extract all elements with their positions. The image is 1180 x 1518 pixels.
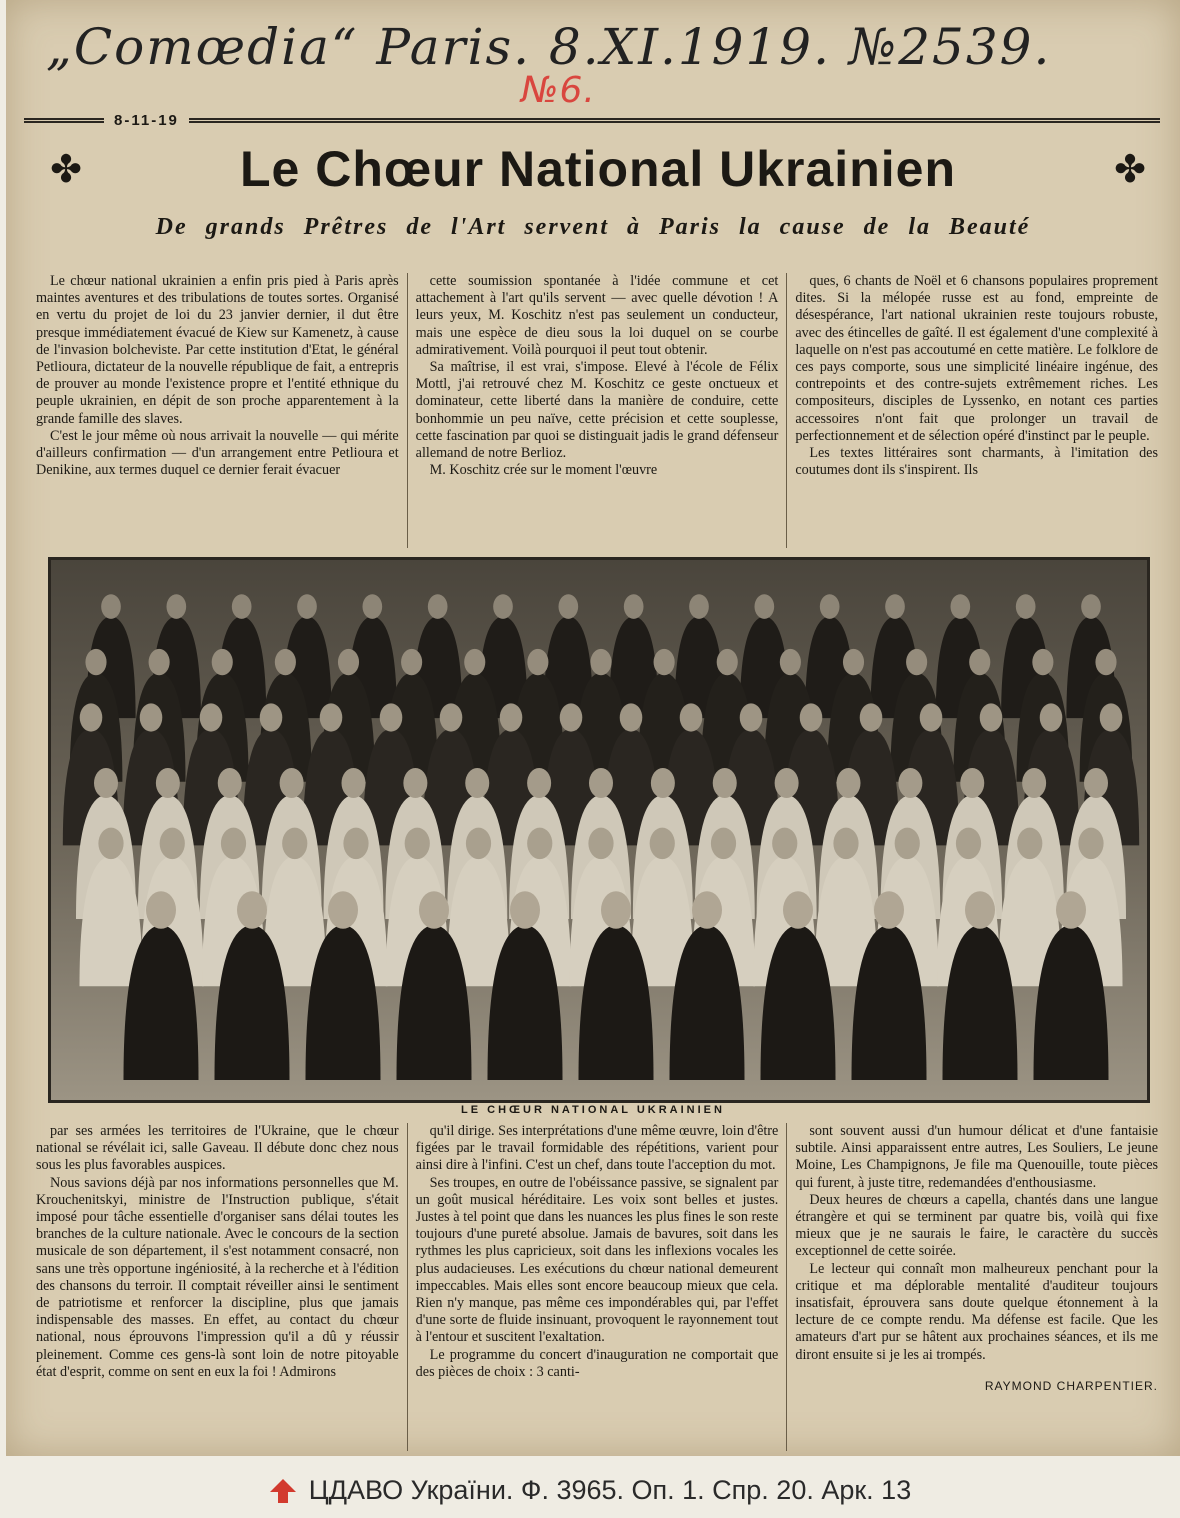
headline-title: Le Chœur National Ukrainien <box>240 141 956 197</box>
choir-member-head <box>800 703 823 731</box>
paragraph: Les textes littéraires sont charmants, à l'imitation des coutumes dont ils s'inspirent. Ils <box>795 445 1159 479</box>
choir-group-photo <box>48 557 1150 1103</box>
choir-member-head <box>85 649 106 675</box>
choir-member-head <box>218 768 242 798</box>
headline <box>36 138 1160 200</box>
archive-reference <box>0 1463 1180 1518</box>
choir-member-head <box>338 649 359 675</box>
choir-member-head <box>160 828 185 860</box>
choir-member-head <box>401 649 422 675</box>
choir-member-head <box>588 828 613 860</box>
headline-subtitle: De grands Prêtres de l'Art servent à Paris la cause de la Beauté <box>155 214 1031 240</box>
handwritten-number: №6. <box>521 70 596 111</box>
photo-image <box>51 560 1147 1100</box>
choir-member-head <box>527 649 548 675</box>
choir-member-head <box>711 828 736 860</box>
choir-member-head <box>843 649 864 675</box>
choir-member-head <box>895 828 920 860</box>
choir-member-head <box>589 768 613 798</box>
choir-member-head <box>950 594 970 619</box>
ornament-icon: ✤ <box>50 147 82 191</box>
choir-member-head <box>140 703 163 731</box>
article-column-3 <box>787 273 1166 548</box>
choir-member-head <box>380 703 403 731</box>
paragraph: ques, 6 chants de Noël et 6 chansons populaires proprement dites. Si la mélopée russe est au fond, empreinte de désespérance, l'art national ukrainien reste toujours robuste, avec des étincelles de gaîté. Il est également d'une complexité à laquelle on n'est pas accoutumé en cette matière. Le folklore de ces pays comporte, sous une simplicité linéaire ingénue, des contrepoints et des contre-sujets extrêmement riches. Les compositeurs, disciples de Lyssenko, en notant ces parties accessoires n'ont fait que prolonger un travail de perfectionnement et de sélection opéré d'instinct par le peuple. <box>795 273 1159 444</box>
choir-member-head <box>440 703 463 731</box>
choir-member-head <box>362 594 382 619</box>
photo-caption: LE CHŒUR NATIONAL UKRAINIEN <box>461 1104 725 1116</box>
choir-member-head <box>465 768 489 798</box>
choir-member-head <box>527 768 551 798</box>
choir-member-head <box>510 891 540 929</box>
choir-member-head <box>624 594 644 619</box>
choir-member-head <box>920 703 943 731</box>
choir-member-head <box>772 828 797 860</box>
paragraph: Le lecteur qui connaît mon malheureux penchant pour la critique et ma déplorable mentalité d'auditeur toujours insatisfait, éprouvera sans doute quelque étonnement à la lecture de ce compte rendu. Ma défense est facile. Que les amateurs d'art pur se hâtent aux prochaines séances, et ils me diront ensuite si je les ai trompés. <box>795 1260 1159 1363</box>
choir-member-head <box>146 891 176 929</box>
paragraph: C'est le jour même où nous arrivait la nouvelle — qui mérite d'ailleurs confirmation — d'un arrangement entre Petlioura et Denikine, aux termes duquel ce dernier ferait évacuer <box>36 427 399 479</box>
choir-member-head <box>343 828 368 860</box>
choir-member-head <box>1017 828 1042 860</box>
choir-member-head <box>713 768 737 798</box>
choir-member-head <box>94 768 118 798</box>
choir-member-head <box>775 768 799 798</box>
choir-member-head <box>212 649 233 675</box>
choir-member-head <box>860 703 883 731</box>
choir-member-head <box>833 828 858 860</box>
choir-member-head <box>980 703 1003 731</box>
choir-member-head <box>156 768 180 798</box>
archive-reference-text: ЦДАВО України. Ф. 3965. Оп. 1. Спр. 20. Арк. 13 <box>308 1475 912 1505</box>
choir-member-head <box>620 703 643 731</box>
choir-member-head <box>1022 768 1046 798</box>
paragraph: par ses armées les territoires de l'Ukraine, que le chœur national se révélait ici, salle Gaveau. Il débute donc chez nous sous les plus favorables auspices. <box>36 1123 399 1174</box>
choir-member-head <box>1100 703 1123 731</box>
choir-member-head <box>275 649 296 675</box>
dateline-rule-right <box>189 118 1160 123</box>
up-arrow-icon <box>269 1478 297 1504</box>
paragraph: Ses troupes, en outre de l'obéissance passive, se signalent par un goût musical héréditaire. Les voix sont belles et justes. Justes à tel point que dans les nuances les plus fines le son reste toujours d'une pureté absolue. Jamais de bavures, soit dans les rythmes les plus capricieux, soit dans les inflexions vocales les plus audacieuses. Les exécutions du chœur national demeurent impeccables. Mais elles sont encore beaucoup mieux que cela. Rien n'y manque, pas même ces impondérables qui, par l'effet d'une sorte de fluide insinuant, provoquent le rayonnement tout à l'entour et suscitent l'exaltation. <box>415 1174 779 1346</box>
choir-member-head <box>651 768 675 798</box>
paragraph: Nous savions déjà par nos informations personnelles que M. Krouchenitskyi, ministre de l'Instruction publique, s'était imposé pour tâche essentielle d'organiser sans délai toutes les branches de la culture nationale. Avec le concours de la section musicale de son département, il s'est notamment consacré, non sans une très opportune ingéniosité, à la recherche et à l'édition des chansons du terroir. Il comptait réveiller ainsi le sentiment de patriotisme et renforcer la discipline, plus que jamais indispensable des masses. En effet, au contact du chœur national, nous éprouvons l'impression qu'il a dû y réussir pleinement. Comme ces gens-là sont loin de notre pitoyable état d'esprit, comme on sent en eux la foi ! Admirons <box>36 1174 399 1380</box>
choir-member-head <box>260 703 283 731</box>
choir-member-head <box>405 828 430 860</box>
article-top-columns <box>28 273 1166 548</box>
newspaper-clipping <box>6 0 1180 1456</box>
choir-member-head <box>80 703 103 731</box>
choir-member-head <box>689 594 709 619</box>
choir-member-head <box>969 649 990 675</box>
choir-member-head <box>328 891 358 929</box>
choir-member-head <box>166 594 186 619</box>
paragraph: cette soumission spontanée à l'idée commune et cet attachement à l'art qu'ils servent — avec quelle dévotion ! A leurs yeux, M. Koschitz n'est pas seulement un conducteur, mais une espèce de dieu sous la loi duquel on se courbe admirativement. Voilà pourquoi il peut tout obtenir. <box>415 273 779 358</box>
choir-member-head <box>493 594 513 619</box>
choir-member-head <box>1016 594 1036 619</box>
choir-member-head <box>837 768 861 798</box>
choir-member-head <box>1040 703 1063 731</box>
choir-member-head <box>874 891 904 929</box>
choir-member-head <box>149 649 170 675</box>
article-column-2 <box>408 273 788 548</box>
choir-member-head <box>282 828 307 860</box>
paragraph: Deux heures de chœurs a capella, chantés dans une langue étrangère et qui se terminent par quatre bis, voilà qui fixe mieux que je ne saurais le faire, le caractère du succès exceptionnel de cette soirée. <box>795 1191 1159 1260</box>
author-signature: RAYMOND CHARPENTIER. <box>984 1378 1159 1393</box>
choir-member-head <box>1095 649 1116 675</box>
choir-member-head <box>1081 594 1101 619</box>
choir-member-head <box>692 891 722 929</box>
choir-member-head <box>780 649 801 675</box>
choir-member-head <box>965 891 995 929</box>
choir-member-head <box>221 828 246 860</box>
choir-member-head <box>428 594 448 619</box>
choir-member-head <box>200 703 223 731</box>
paragraph: Le programme du concert d'inauguration ne comportait que des pièces de choix : 3 canti- <box>415 1346 779 1380</box>
choir-member-head <box>783 891 813 929</box>
choir-member-head <box>237 891 267 929</box>
choir-member-head <box>232 594 252 619</box>
choir-member-head <box>956 828 981 860</box>
paragraph: sont souvent aussi d'un humour délicat et d'une fantaisie subtile. Ainsi apparaissent entre autres, Les Souliers, Le jeune Moine, Les Champignons, Je file ma Quenouille, toute pièces qui furent, à juste titre, redemandées d'enthousiasme. <box>795 1123 1159 1191</box>
dateline-date: 8-11-19 <box>114 111 179 129</box>
choir-member-head <box>590 649 611 675</box>
choir-member-head <box>500 703 523 731</box>
choir-member-head <box>1056 891 1086 929</box>
article-column-1 <box>28 273 408 548</box>
article-column-6 <box>787 1123 1166 1451</box>
choir-member-head <box>898 768 922 798</box>
paragraph: M. Koschitz crée sur le moment l'œuvre <box>429 462 658 479</box>
choir-member-head <box>560 703 583 731</box>
dateline <box>24 108 1160 132</box>
choir-member-head <box>558 594 578 619</box>
choir-member-head <box>527 828 552 860</box>
choir-member-head <box>466 828 491 860</box>
ornament-icon: ✤ <box>1114 147 1146 191</box>
paragraph: Le chœur national ukrainien a enfin pris pied à Paris après maintes aventures et des tribulations de toutes sortes. Organisé en vertu du projet de loi du 23 janvier dernier, il dut être presque immédiatement évacué de Kiew sur Kamenetz, à cause de l'invasion bolcheviste. Par cette institution d'Etat, le général Petlioura, dictateur de la nouvelle république de fait, a entrepris de prouver au monde l'existence propre et l'entité ethnique du peuple ukrainien, en dépit de son proche apparentement à la grande famille des slaves. <box>36 273 399 427</box>
choir-member-head <box>650 828 675 860</box>
choir-member-head <box>601 891 631 929</box>
paragraph: Sa maîtrise, il est vrai, s'impose. Elevé à l'école de Félix Mottl, j'ai retrouvé chez M. Koschitz ce geste onctueux et dominateur, cette liberté dans la manière de conduire, cette bonhommie un peu naïve, cette précision et cette souplesse, cette fascination par quoi se distinguait jadis le grand défenseur allemand de notre Berlioz. <box>415 359 779 462</box>
choir-member-head <box>680 703 703 731</box>
choir-member-head <box>754 594 774 619</box>
choir-member-head <box>654 649 675 675</box>
choir-member-head <box>297 594 317 619</box>
paragraph: qu'il dirige. Ses interprétations d'une même œuvre, loin d'être figées par le travail formidable des répétitions, varient pour ainsi dire à l'infini. C'est un chef, dans toute l'acception du mot. <box>415 1123 779 1174</box>
choir-member-head <box>342 768 366 798</box>
choir-member-head <box>960 768 984 798</box>
choir-member-head <box>98 828 123 860</box>
article-column-4 <box>28 1123 408 1451</box>
choir-member-head <box>101 594 121 619</box>
choir-member-head <box>280 768 304 798</box>
article-bottom-columns <box>28 1123 1166 1451</box>
article-column-5 <box>408 1123 788 1451</box>
handwritten-citation: „Comœdia“ Paris. 8.XI.1919. №2539. <box>46 18 1052 76</box>
choir-member-head <box>1084 768 1108 798</box>
choir-member-head <box>740 703 763 731</box>
choir-member-head <box>717 649 738 675</box>
choir-member-head <box>320 703 343 731</box>
choir-member-head <box>1078 828 1103 860</box>
dateline-rule-left <box>24 118 104 123</box>
choir-member-head <box>885 594 905 619</box>
choir-member-head <box>820 594 840 619</box>
choir-member-head <box>419 891 449 929</box>
choir-member-head <box>906 649 927 675</box>
choir-member-head <box>464 649 485 675</box>
choir-member-head <box>403 768 427 798</box>
choir-member-head <box>1032 649 1053 675</box>
